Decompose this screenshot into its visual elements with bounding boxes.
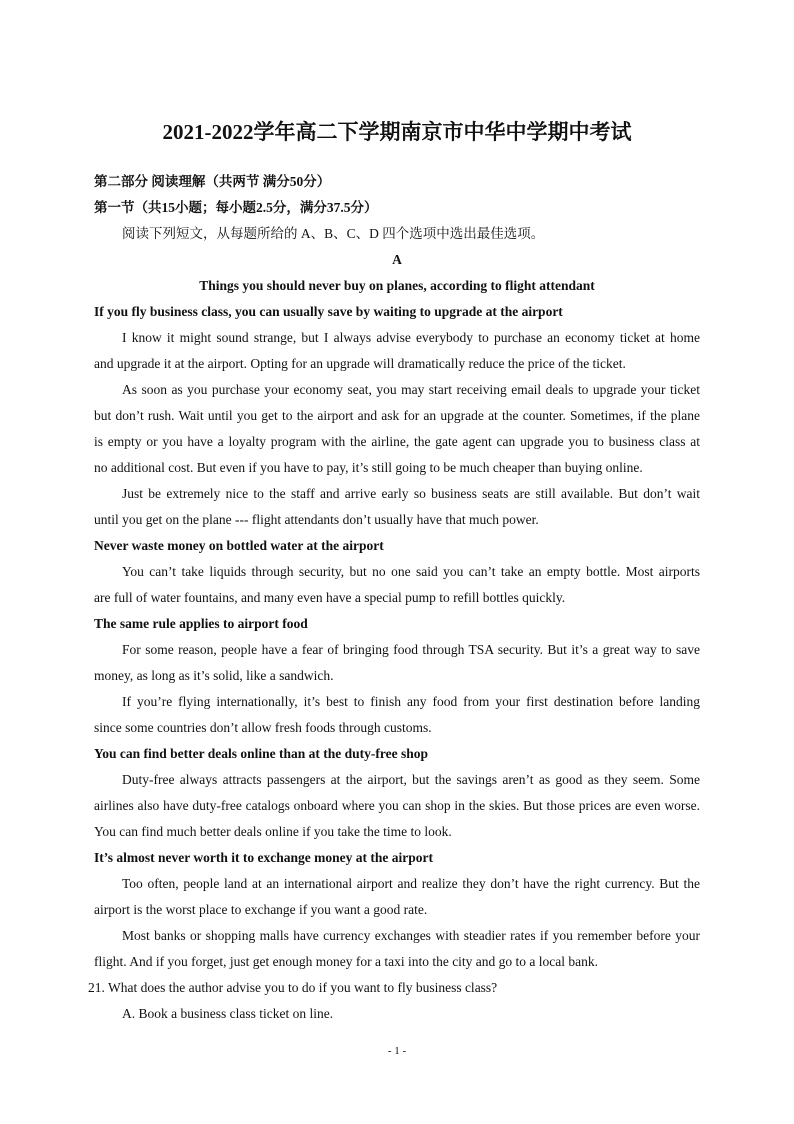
section-heading-food: The same rule applies to airport food — [94, 616, 308, 631]
paragraph-line: You can’t take liquids through security, but no one said you can’t take an empty bottle. Most airports — [122, 564, 700, 579]
section-heading-upgrade: If you fly business class, you can usually save by waiting to upgrade at the airport — [94, 304, 563, 319]
paragraph-line: until you get on the plane --- flight attendants don’t usually have that much power. — [94, 512, 539, 527]
paragraph-line: since some countries don’t allow fresh foods through customs. — [94, 720, 432, 735]
section-header: 第二部分 阅读理解（共两节 满分50分） — [94, 174, 331, 189]
paragraph-line: airlines also have duty-free catalogs onboard where you can shop in the skies. But those prices are even worse. — [94, 798, 700, 813]
question-21-stem: 21. What does the author advise you to do if you want to fly business class? — [88, 980, 498, 995]
section-heading-duty-free: You can find better deals online than at the duty-free shop — [94, 746, 429, 761]
paragraph-line: Most banks or shopping malls have currency exchanges with steadier rates if you remember before your — [122, 928, 700, 943]
exam-title: 2021-2022学年高二下学期南京市中华中学期中考试 — [162, 120, 632, 144]
paragraph-line: but don’t rush. Wait until you get to the airport and ask for an upgrade at the counter. Sometimes, if the plane — [94, 408, 700, 423]
paragraph-line: no additional cost. But even if you have to pay, it’s still going to be much cheaper than buying online. — [94, 460, 643, 475]
paragraph-line: As soon as you purchase your economy seat, you may start receiving email deals to upgrade your ticket — [122, 382, 700, 397]
subsection-header: 第一节（共15小题；每小题2.5分，满分37.5分） — [94, 200, 378, 215]
instructions: 阅读下列短文，从每题所给的 A、B、C、D 四个选项中选出最佳选项。 — [122, 226, 545, 241]
paragraph-line: airport is the worst place to exchange if you want a good rate. — [94, 902, 428, 917]
paragraph-line: If you’re flying internationally, it’s best to finish any food from your first destination before landing — [122, 694, 700, 709]
question-21-option-a: A. Book a business class ticket on line. — [122, 1006, 334, 1021]
paragraph-line: Just be extremely nice to the staff and arrive early so business seats are still available. But don’t wait — [122, 486, 700, 501]
section-heading-water: Never waste money on bottled water at the airport — [94, 538, 384, 553]
paragraph-line: is empty or you have a loyalty program with the airline, the gate agent can upgrade you to business class at — [94, 434, 700, 449]
paragraph-line: money, as long as it’s solid, like a sandwich. — [94, 668, 334, 683]
paragraph-line: I know it might sound strange, but I always advise everybody to purchase an economy ticket at home — [122, 330, 700, 345]
paragraph-line: For some reason, people have a fear of bringing food through TSA security. But it’s a great way to save — [122, 642, 700, 657]
section-heading-exchange: It’s almost never worth it to exchange money at the airport — [94, 850, 433, 865]
paragraph-line: and upgrade it at the airport. Opting for an upgrade will dramatically reduce the price of the ticket. — [94, 356, 626, 371]
paragraph-line: are full of water fountains, and many even have a special pump to refill bottles quickly. — [94, 590, 566, 605]
page-number: - 1 - — [387, 1045, 407, 1057]
passage-label: A — [392, 252, 402, 267]
paragraph-line: Too often, people land at an international airport and realize they don’t have the right currency. But the — [122, 876, 700, 891]
paragraph-line: flight. And if you forget, just get enough money for a taxi into the city and go to a local bank. — [94, 954, 599, 969]
passage-title: Things you should never buy on planes, according to flight attendant — [199, 278, 595, 293]
paragraph-line: You can find much better deals online if you take the time to look. — [94, 824, 452, 839]
paragraph-line: Duty-free always attracts passengers at the airport, but the savings aren’t as good as they seem. Some — [122, 772, 700, 787]
